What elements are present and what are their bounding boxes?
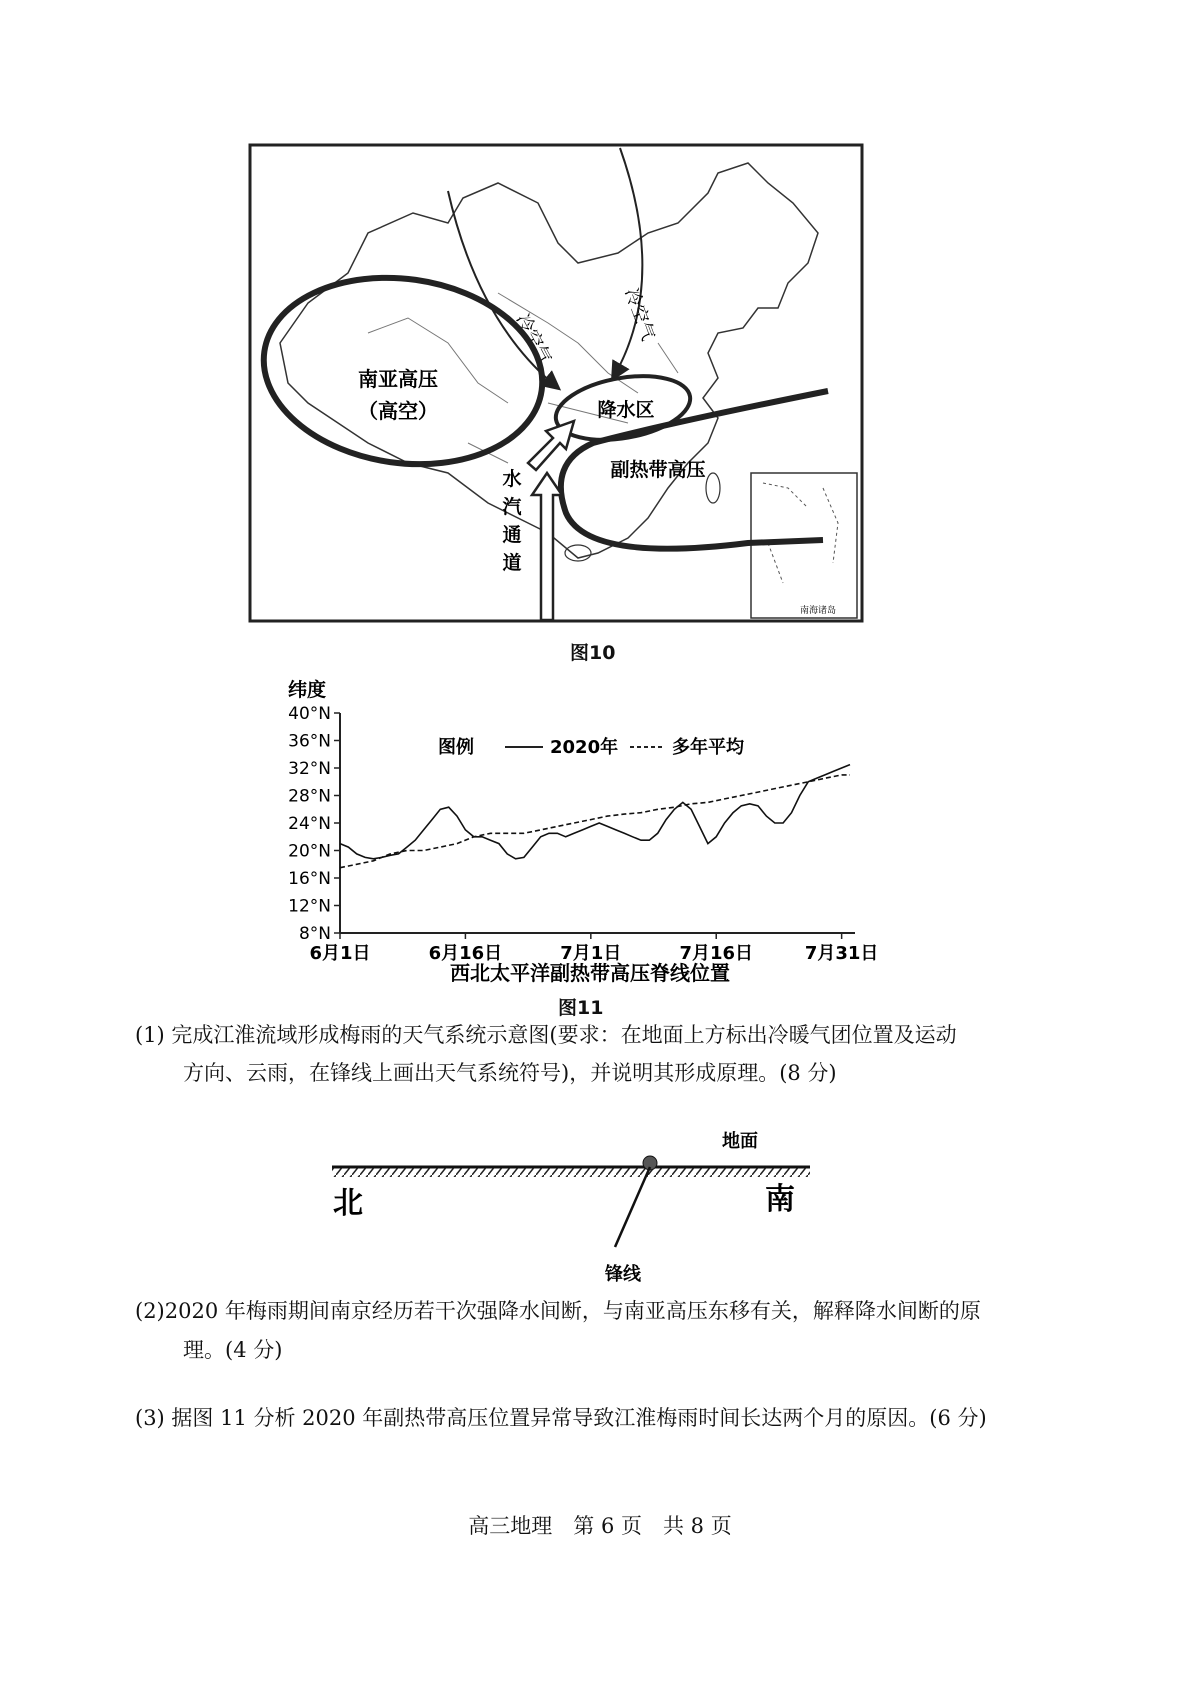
y-tick-label: 20°N <box>288 841 331 862</box>
y-tick-label: 36°N <box>288 731 331 752</box>
inset-label: 南海诸岛 <box>799 606 837 616</box>
rain-area-label: 降水区 <box>597 399 655 421</box>
front-diagram <box>320 1125 820 1285</box>
figure-11-caption: 图11 <box>558 997 604 1019</box>
y-tick-label: 32°N <box>288 759 331 779</box>
south-asia-high-sub-label: （高空） <box>358 399 438 423</box>
question-1-line-1: (1) 完成江淮流域形成梅雨的天气系统示意图(要求：在地面上方标出冷暖气团位置及运动 <box>135 1023 957 1047</box>
vapor-channel-char-1: 水 <box>502 468 522 490</box>
ridge-line-chart <box>260 668 880 988</box>
south-china-sea-inset <box>751 473 857 618</box>
subtropical-high-label: 副热带高压 <box>610 459 706 481</box>
vapor-channel-char-4: 道 <box>502 552 522 574</box>
chart-title: 西北太平洋副热带高压脊线位置 <box>450 961 730 985</box>
vapor-channel-char-3: 通 <box>502 524 522 546</box>
y-tick-label: 28°N <box>288 786 331 807</box>
x-tick-label: 7月16日 <box>679 943 754 964</box>
y-tick-label: 24°N <box>288 814 331 834</box>
x-tick-label: 6月1日 <box>309 943 371 964</box>
front-line <box>615 1167 650 1247</box>
x-tick-label: 7月31日 <box>804 943 879 964</box>
question-3-line-1: (3) 据图 11 分析 2020 年副热带高压位置异常导致江淮梅雨时间长达两个月的原因。(6 分) <box>135 1406 987 1430</box>
y-tick-label: 16°N <box>288 869 331 889</box>
y-tick-label: 12°N <box>288 896 331 917</box>
cold-air-label-west: 冷空气 <box>511 310 556 369</box>
figure-10-caption: 图10 <box>570 642 616 664</box>
question-2-line-1: (2)2020 年梅雨期间南京经历若干次强降水间断，与南亚高压东移有关，解释降水间断的原 <box>135 1299 981 1323</box>
south-label: 南 <box>765 1182 795 1217</box>
vapor-channel-char-2: 汽 <box>502 496 522 518</box>
y-axis-label: 纬度 <box>288 679 327 701</box>
legend-title: 图例 <box>438 737 474 758</box>
x-tick-label: 7月1日 <box>560 943 622 964</box>
legend-series-2020: 2020年 <box>550 737 619 758</box>
ground-hatching <box>332 1168 810 1177</box>
cold-air-label-east: 冷空气 <box>620 285 659 344</box>
y-tick-label: 40°N <box>288 704 331 724</box>
north-label: 北 <box>333 1186 363 1221</box>
front-label: 锋线 <box>605 1264 641 1285</box>
ground-label: 地面 <box>722 1131 758 1152</box>
south-asia-high-label: 南亚高压 <box>358 367 438 391</box>
x-tick-label: 6月16日 <box>428 943 503 964</box>
y-tick-label: 8°N <box>298 924 331 944</box>
question-1-line-2: 方向、云雨，在锋线上画出天气系统符号)，并说明其形成原理。(8 分) <box>183 1061 837 1085</box>
legend-series-average: 多年平均 <box>672 737 744 758</box>
page-footer: 高三地理 第 6 页 共 8 页 <box>468 1514 732 1538</box>
map-figure <box>248 143 864 623</box>
series-2020-line <box>340 765 850 859</box>
question-2-line-2: 理。(4 分) <box>183 1338 283 1362</box>
